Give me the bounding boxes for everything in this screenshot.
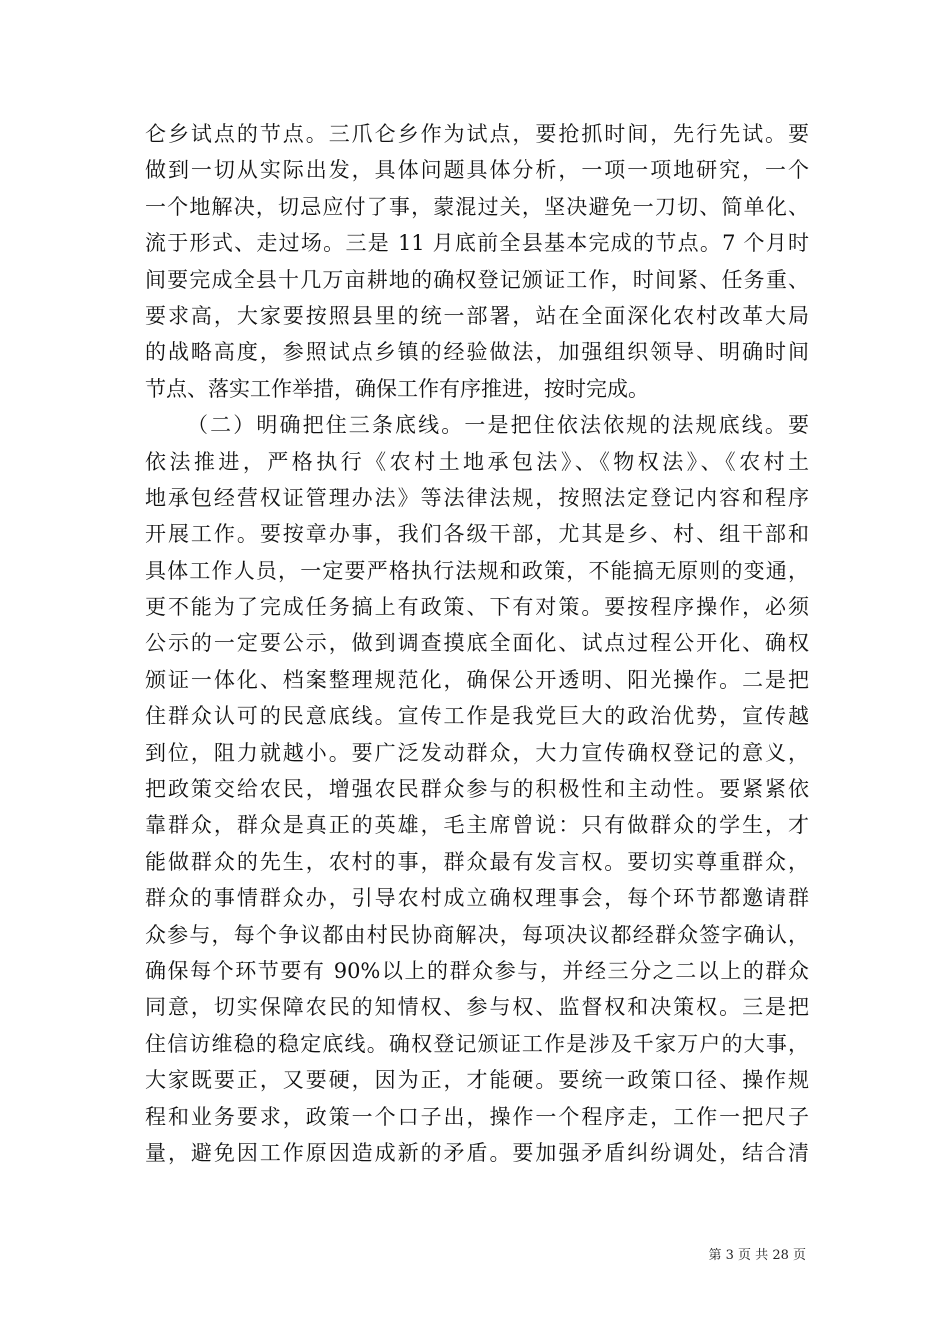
text-line: 众参与，每个争议都由村民协商解决，每项决议都经群众签字确认， — [145, 922, 809, 947]
text-line: 开展工作。要按章办事，我们各级干部，尤其是乡、村、组干部和 — [145, 522, 809, 547]
text-line: 住信访维稳的稳定底线。确权登记颁证工作是涉及千家万户的大事， — [145, 1031, 809, 1056]
text-line: 能做群众的先生，农村的事，群众最有发言权。要切实尊重群众， — [145, 849, 809, 874]
text-line: 更不能为了完成任务搞上有政策、下有对策。要按程序操作，必须 — [145, 595, 809, 620]
text-line: 一个地解决，切忌应付了事，蒙混过关，坚决避免一刀切、简单化、 — [145, 194, 809, 219]
body-text — [145, 116, 809, 1171]
section-heading-line: （二）明确把住三条底线。一是把住依法依规的法规底线。要 — [187, 413, 809, 438]
text-line: 公示的一定要公示，做到调查摸底全面化、试点过程公开化、确权 — [145, 631, 809, 656]
text-line: 依法推进，严格执行《农村土地承包法》、《物权法》、《农村土 — [145, 449, 809, 474]
text-line: 程和业务要求，政策一个口子出，操作一个程序走，工作一把尺子 — [145, 1104, 809, 1129]
paragraph-end-line: 节点、落实工作举措，确保工作有序推进，按时完成。 — [145, 376, 649, 401]
text-line: 量，避免因工作原因造成新的矛盾。要加强矛盾纠纷调处，结合清 — [145, 1140, 809, 1165]
text-line: 地承包经营权证管理办法》等法律法规，按照法定登记内容和程序 — [145, 485, 809, 510]
text-line: 住群众认可的民意底线。宣传工作是我党巨大的政治优势，宣传越 — [145, 704, 809, 729]
text-line: 确保每个环节要有 90%以上的群众参与，并经三分之二以上的群众 — [145, 958, 809, 983]
text-line: 间要完成全县十几万亩耕地的确权登记颁证工作，时间紧、任务重、 — [145, 267, 809, 292]
text-line: 靠群众，群众是真正的英雄，毛主席曾说：只有做群众的学生，才 — [145, 813, 809, 838]
text-line: 大家既要正，又要硬，因为正，才能硬。要统一政策口径、操作规 — [145, 1068, 809, 1093]
text-line: 具体工作人员，一定要严格执行法规和政策，不能搞无原则的变通， — [145, 558, 809, 583]
text-line: 仑乡试点的节点。三爪仑乡作为试点，要抢抓时间，先行先试。要 — [145, 122, 809, 146]
text-line: 流于形式、走过场。三是 11 月底前全县基本完成的节点。7 个月时 — [145, 231, 809, 256]
text-line: 到位，阻力就越小。要广泛发动群众，大力宣传确权登记的意义， — [145, 740, 809, 765]
page-number: 第 3 页 共 28 页 — [708, 1248, 806, 1263]
text-line: 同意，切实保障农民的知情权、参与权、监督权和决策权。三是把 — [145, 995, 809, 1020]
text-line: 群众的事情群众办，引导农村成立确权理事会，每个环节都邀请群 — [145, 886, 809, 911]
text-line: 要求高，大家要按照县里的统一部署，站在全面深化农村改革大局 — [145, 303, 809, 328]
text-line: 颁证一体化、档案整理规范化，确保公开透明、阳光操作。二是把 — [145, 667, 809, 692]
text-line: 的战略高度，参照试点乡镇的经验做法，加强组织领导、明确时间 — [145, 340, 809, 365]
text-line: 做到一切从实际出发，具体问题具体分析，一项一项地研究，一个 — [145, 158, 809, 183]
text-line: 把政策交给农民，增强农民群众参与的积极性和主动性。要紧紧依 — [145, 777, 809, 802]
